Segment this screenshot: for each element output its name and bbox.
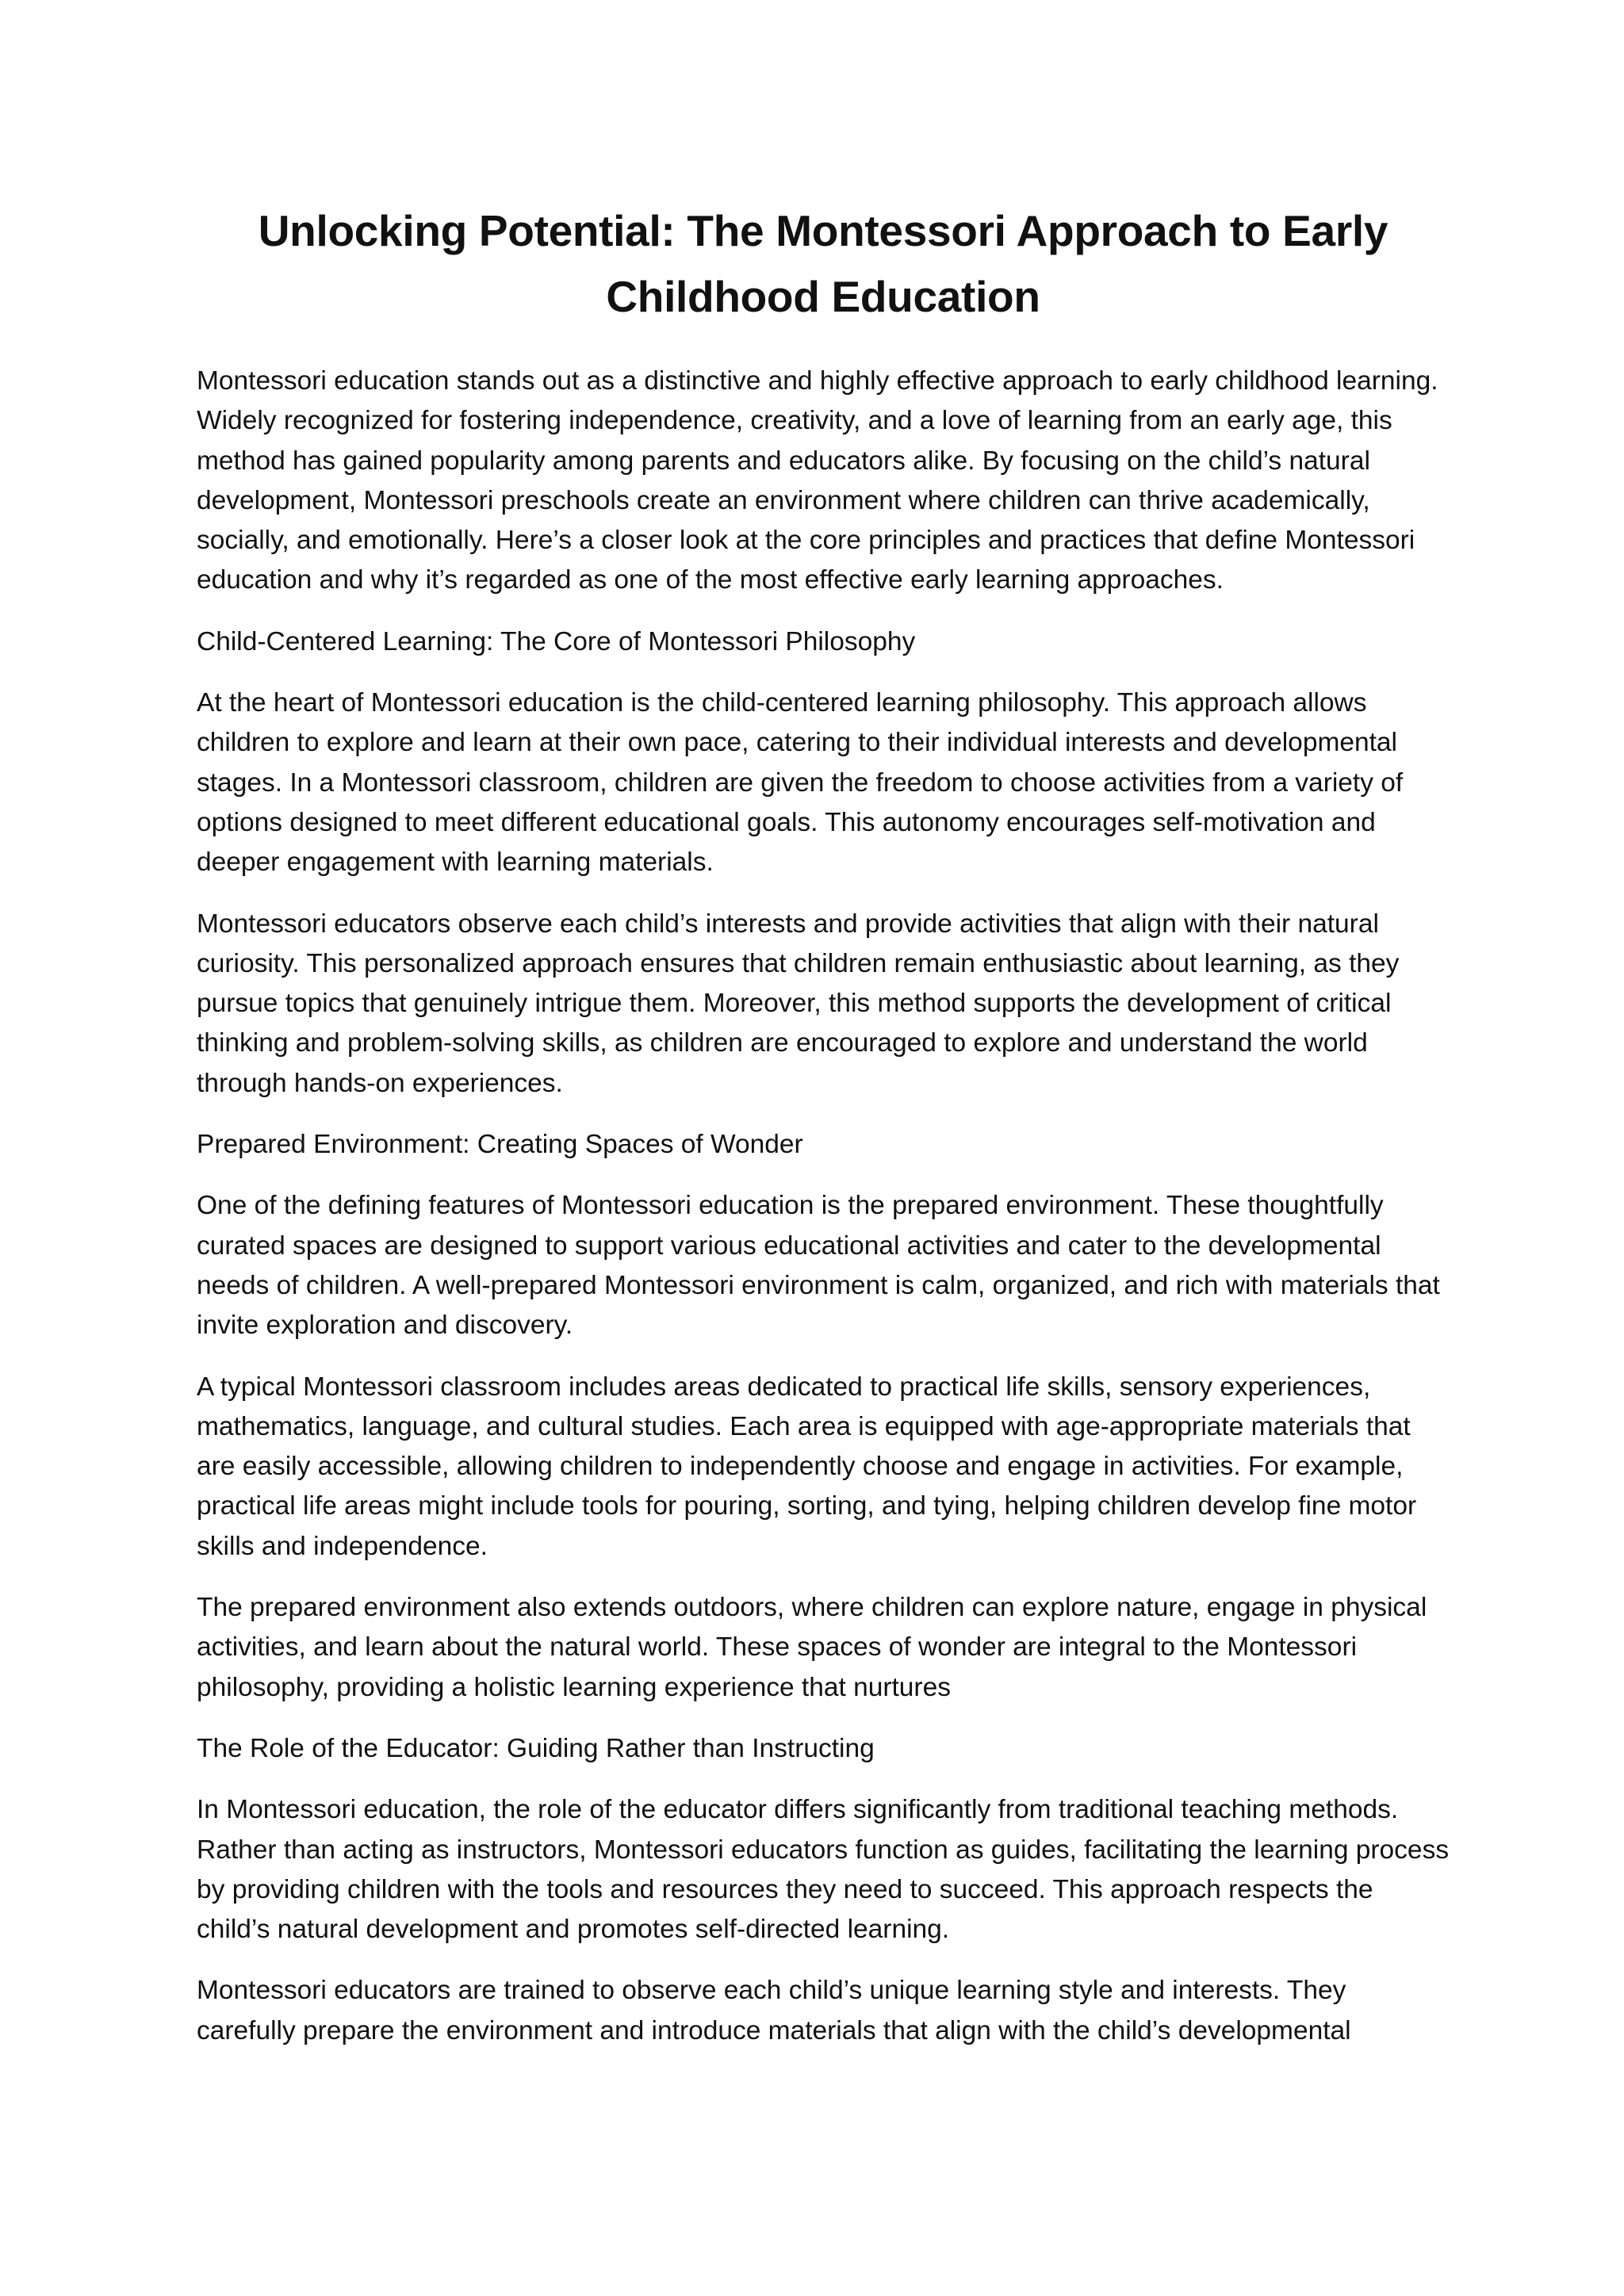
paragraph: In Montessori education, the role of the educator differs significantly from traditional teaching methods. Rather than acting as instructors, Montessori educators function as guides, facilitating the learning process by providing children with the tools and resources they need to succeed. This approach respects the child’s natural development and promotes self-directed learning. [197,1795,1450,1945]
section-heading-prepared-environment: Prepared Environment: Creating Spaces of Wonder [197,1130,803,1160]
document-page [197,198,1450,2072]
document-title: Unlocking Potential: The Montessori Approach to Early Childhood Education [258,206,1388,321]
section-heading-role-of-educator: The Role of the Educator: Guiding Rather than Instructing [197,1733,875,1763]
paragraph: A typical Montessori classroom includes areas dedicated to practical life skills, sensory experiences, mathematics, language, and cultural studies. Each area is equipped with age-appropriate materials that are easily accessible, allowing children to independently choose and engage in activities. For example, practical life areas might include tools for pouring, sorting, and tying, helping children develop fine motor skills and independence. [197,1372,1417,1561]
paragraph: The prepared environment also extends outdoors, where children can explore nature, engage in physical activities, and learn about the natural world. These spaces of wonder are integral to the Montessori philosophy, providing a holistic learning experience that nurtures [197,1593,1427,1702]
paragraph-intro: Montessori education stands out as a distinctive and highly effective approach to early childhood learning. Widely recognized for fostering independence, creativity, and a love of learning from an early age, this method has gained popularity among parents and educators alike. By focusing on the child’s natural development, Montessori preschools create an environment where children can thrive academically, socially, and emotionally. Here’s a closer look at the core principles and practices that define Montessori education and why it’s regarded as one of the most effective early learning approaches. [197,366,1438,595]
paragraph: One of the defining features of Montessori education is the prepared environment. These thoughtfully curated spaces are designed to support various educational activities and cater to the developmental needs of children. A well-prepared Montessori environment is calm, organized, and rich with materials that invite exploration and discovery. [197,1191,1440,1341]
section-heading-child-centered: Child-Centered Learning: The Core of Montessori Philosophy [197,626,916,656]
paragraph: At the heart of Montessori education is the child-centered learning philosophy. This approach allows children to explore and learn at their own pace, catering to their individual interests and developmental stages. In a Montessori classroom, children are given the freedom to choose activities from a variety of options designed to meet different educational goals. This autonomy encourages self-motivation and deeper engagement with learning materials. [197,688,1404,878]
paragraph: Montessori educators are trained to observe each child’s unique learning style and interests. They carefully prepare the environment and introduce materials that align with the child’s developmental [197,1976,1351,2045]
paragraph: Montessori educators observe each child’s interests and provide activities that align with their natural curiosity. This personalized approach ensures that children remain enthusiastic about learning, as they pursue topics that genuinely intrigue them. Moreover, this method supports the development of critical thinking and problem-solving skills, as children are encouraged to explore and understand the world through hands-on experiences. [197,909,1400,1098]
